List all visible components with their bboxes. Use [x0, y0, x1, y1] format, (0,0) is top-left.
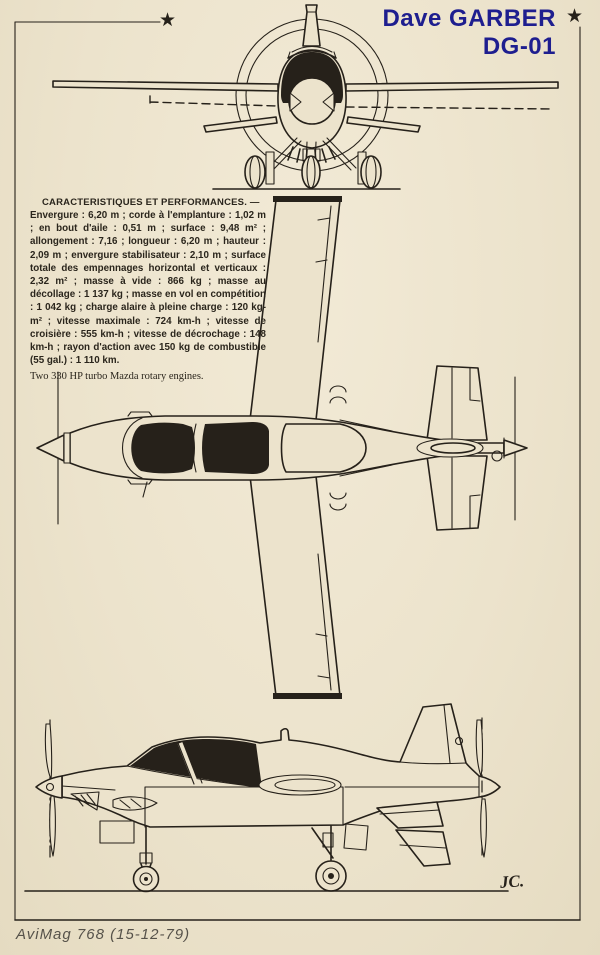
wingtip-lower: [273, 693, 342, 699]
wing-duct-side: [259, 775, 341, 795]
specifications-block: [30, 197, 266, 382]
magazine-credit: AviMag 768 (15-12-79): [16, 926, 191, 943]
landing-gear-side: [100, 821, 368, 892]
aircraft-designer: Dave GARBER: [382, 5, 556, 32]
fuselage-front: [278, 47, 346, 164]
wingtip-upper: [273, 196, 342, 202]
side-view: [25, 704, 508, 892]
star-icon: ★: [566, 6, 584, 27]
artist-signature: JC.: [499, 871, 525, 892]
front-spinner-top: [37, 433, 70, 463]
vertical-fin-front: [303, 5, 320, 46]
specs-heading: CARACTERISTIQUES ET PERFORMANCES. —: [42, 197, 260, 208]
engine-note: Two 330 HP turbo Mazda rotary engines.: [30, 371, 204, 383]
wing-datum-dashed: [150, 96, 553, 109]
star-icon: ★: [159, 10, 177, 31]
aircraft-title: [382, 5, 556, 61]
specs-body: Envergure : 6,20 m ; corde à l'emplanture : 1,02 m ; en bout d'aile : 0,51 m ; surface : 9,48 m² ; allongement : 7,16 ; longueur : 6,20 m ; hauteur : 2,09 m ; envergure stabilisateur : 2,10 m ; surface totale des empennages horizontal et verticaux : 2,32 m² ; masse à vide : 866 kg ; masse au décollage : 1 137 kg ; masse en vol en compétition : 1 042 kg ; charge alaire à pleine charge : 120 kg-m² ; vitesse maximale : 724 km-h ; vitesse de croisière : 555 km-h ; vitesse de décrochage : 148 km-h ; rayon d'action avec 150 kg de combustible (55 gal.) : 1 110 km.: [30, 210, 266, 367]
tail-surfaces-side: [377, 802, 450, 866]
engine-cowl-panel: [282, 424, 367, 472]
aircraft-model: DG-01: [482, 33, 556, 60]
